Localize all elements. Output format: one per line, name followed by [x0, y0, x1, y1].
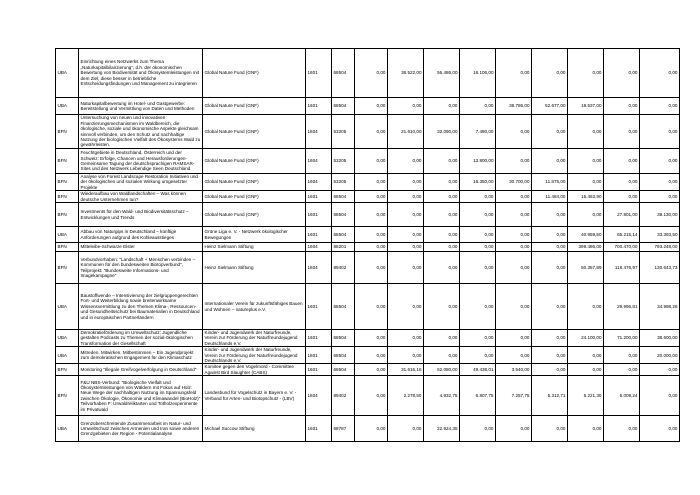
title-code-cell: 68504	[332, 330, 355, 347]
table-row	[56, 416, 680, 442]
amount-cell: 0,00	[460, 98, 496, 115]
amount-cell: 0,00	[388, 252, 424, 284]
amount-cell: 0,00	[460, 252, 496, 284]
partner-cell: Global Nature Fund (GNF)	[203, 174, 306, 191]
title-cell: Mitteleibe-Schwarze Elster	[79, 243, 203, 252]
amount-cell: 36.522,00	[388, 49, 424, 98]
partner-cell: Kinder- und Jugendwerk der Naturfreunde, Verein zur Förderung der Naturfreundejugend Deutschlands e.V.	[203, 330, 306, 347]
amount-cell: 0,00	[496, 203, 532, 227]
amount-cell: 0,00	[355, 227, 388, 243]
table-row	[56, 364, 680, 376]
chapter-cell: 1604	[306, 252, 332, 284]
title-code-cell: 68787	[332, 416, 355, 442]
amount-cell: 0,00	[532, 49, 568, 98]
amount-cell: 0,00	[532, 227, 568, 243]
amount-cell: 50.357,89	[568, 252, 604, 284]
amount-cell: 0,00	[568, 364, 604, 376]
title-cell: Demokratieförderung im Umweltschutz: Jugendliche gestalten Podcasts zu Themen der sozial-ökologischen Transformation der Gesellschaft	[79, 330, 203, 347]
table-row	[56, 115, 680, 149]
title-code-cell: 68504	[332, 203, 355, 227]
partner-cell: Landesbund für Vogelschutz in Bayern e. V. - Verband für Arten- und Biotopschutz - (LBV)	[203, 376, 306, 416]
amount-cell: 0,00	[496, 227, 532, 243]
amount-cell: 0,00	[496, 115, 532, 149]
title-code-cell: 68504	[332, 227, 355, 243]
amount-cell: 0,00	[355, 98, 388, 115]
amount-cell: 0,00	[424, 284, 460, 330]
amount-cell: 30.700,00	[496, 174, 532, 191]
org-cell: BFN	[56, 364, 79, 376]
org-cell: UBA	[56, 416, 79, 442]
amount-cell: 0,00	[355, 364, 388, 376]
chapter-cell: 1601	[306, 191, 332, 203]
amount-cell: 0,00	[496, 416, 532, 442]
partner-cell: Komitee gegen den Vogelmord - Committee Against Bird Slaughter (CABS)	[203, 364, 306, 376]
amount-cell: 0,00	[640, 115, 680, 149]
amount-cell: 11.484,00	[532, 191, 568, 203]
amount-cell: 38.600,00	[640, 330, 680, 347]
amount-cell: 0,00	[640, 98, 680, 115]
amount-cell: 0,00	[604, 49, 640, 98]
amount-cell: 0,00	[460, 243, 496, 252]
amount-cell: 0,00	[388, 203, 424, 227]
title-cell: Investments für den Wald- und Biodiversitätsschutz – Entwicklungen und Trends	[79, 203, 203, 227]
amount-cell: 0,00	[568, 203, 604, 227]
amount-cell: 0,00	[424, 203, 460, 227]
amount-cell: 0,00	[424, 243, 460, 252]
org-cell: BFN	[56, 174, 79, 191]
amount-cell: 0,00	[355, 284, 388, 330]
chapter-cell: 1601	[306, 227, 332, 243]
amount-cell: 27.801,00	[604, 203, 640, 227]
partner-cell: Global Nature Fund (GNF)	[203, 203, 306, 227]
partner-cell: Internationaler Verein für zukunftsfähiges Bauen und Wohnen – natureplus e.V.	[203, 284, 306, 330]
title-cell: F&U NBS-Verbund: "Biologische Vielfalt und Ökosystemleistungen von Wäldern mit Fokus auf Holz: Neue Wege der nachhaltigen Nutzung im Spannungsfeld zwischen Ökologie, Ökonomie und Klimawandel (BioHolz)" Teilvorhaben F: Urwaldreliktarten und Totholzexperimente im Privatwald	[79, 376, 203, 416]
org-cell: BFN	[56, 243, 79, 252]
amount-cell: 0,00	[388, 243, 424, 252]
amount-cell: 0,00	[496, 347, 532, 364]
amount-cell: 0,00	[496, 191, 532, 203]
amount-cell: 0,00	[460, 284, 496, 330]
amount-cell: 0,00	[355, 115, 388, 149]
partner-cell: Global Nature Fund (GNF)	[203, 191, 306, 203]
amount-cell: 16.350,00	[460, 174, 496, 191]
amount-cell: 0,00	[496, 49, 532, 98]
amount-cell: 0,00	[355, 376, 388, 416]
amount-cell: 5.009,24	[604, 376, 640, 416]
table-row	[56, 149, 680, 174]
amount-cell: 0,00	[355, 416, 388, 442]
amount-cell: 0,00	[388, 227, 424, 243]
partner-cell: Grüne Liga e. V. - Netzwerk ökologischer Bewegungen	[203, 227, 306, 243]
title-code-cell: 53205	[332, 115, 355, 149]
amount-cell: 18.537,00	[568, 98, 604, 115]
amount-cell: 0,00	[532, 347, 568, 364]
amount-cell: 0,00	[355, 49, 388, 98]
amount-cell: 5.221,30	[568, 376, 604, 416]
chapter-cell: 1601	[306, 364, 332, 376]
title-cell: Naturkapitalbewertung im Hotel- und Gastgewerbe: Bereitstellung und Vermittlung von Daten und Methoden	[79, 98, 203, 115]
amount-cell: 0,00	[640, 376, 680, 416]
amount-cell: 0,00	[424, 347, 460, 364]
amount-cell: 18.106,00	[460, 49, 496, 98]
amount-cell: 71.200,00	[604, 330, 640, 347]
chapter-cell: 1604	[306, 149, 332, 174]
amount-cell: 7.257,75	[496, 376, 532, 416]
amount-cell: 0,00	[568, 149, 604, 174]
amount-cell: 0,00	[355, 174, 388, 191]
amount-cell: 0,00	[568, 284, 604, 330]
partner-cell: Kinder- und Jugendwerk der Naturfreunde, Verein zur Förderung der Naturfreundejugend Deutschlands e.V.	[203, 347, 306, 364]
org-cell: BFN	[56, 191, 79, 203]
partner-cell: Global Nature Fund (GNF)	[203, 49, 306, 98]
amount-cell: 0,00	[568, 49, 604, 98]
table-row	[56, 347, 680, 364]
funding-table	[55, 48, 680, 442]
amount-cell: 13.800,00	[460, 149, 496, 174]
amount-cell: 0,00	[532, 330, 568, 347]
amount-cell: 0,00	[355, 252, 388, 284]
amount-cell: 0,00	[424, 227, 460, 243]
chapter-cell: 1604	[306, 115, 332, 149]
amount-cell: 22.924,35	[424, 416, 460, 442]
table-row	[56, 98, 680, 115]
amount-cell: 0,00	[388, 174, 424, 191]
amount-cell: 39.130,00	[640, 203, 680, 227]
amount-cell: 0,00	[460, 347, 496, 364]
chapter-cell: 1604	[306, 243, 332, 252]
amount-cell: 0,00	[424, 98, 460, 115]
amount-cell: 6.807,75	[460, 376, 496, 416]
amount-cell: 0,00	[568, 416, 604, 442]
amount-cell: 0,00	[388, 98, 424, 115]
amount-cell: 0,00	[604, 347, 640, 364]
chapter-cell: 1601	[306, 330, 332, 347]
amount-cell: 0,00	[496, 149, 532, 174]
title-cell: Abbau von Naturgips in Deutschland – künftige Anforderungen aufgrund des Kohleausstieges	[79, 227, 203, 243]
title-cell: Analyse von Forest Landscape Restoration Initiativen und der ökologischen und sozialen Wirkung umgesetzter Projekte	[79, 174, 203, 191]
amount-cell: 0,00	[640, 364, 680, 376]
amount-cell: 2.278,50	[388, 376, 424, 416]
table-row	[56, 284, 680, 330]
amount-cell: 40.959,50	[568, 227, 604, 243]
amount-cell: 0,00	[388, 149, 424, 174]
amount-cell: 56.486,00	[424, 49, 460, 98]
table-row	[56, 376, 680, 416]
amount-cell: 0,00	[424, 330, 460, 347]
title-code-cell: 88201	[332, 243, 355, 252]
org-cell: BFN	[56, 115, 79, 149]
table-row	[56, 227, 680, 243]
amount-cell: 32.090,00	[424, 115, 460, 149]
org-cell: BFN	[56, 376, 79, 416]
amount-cell: 0,00	[496, 243, 532, 252]
amount-cell: 0,00	[424, 191, 460, 203]
amount-cell: 4.932,75	[424, 376, 460, 416]
title-code-cell: 53205	[332, 174, 355, 191]
amount-cell: 31.616,16	[388, 364, 424, 376]
amount-cell: 0,00	[460, 203, 496, 227]
amount-cell: 21.610,00	[388, 115, 424, 149]
org-cell: BFN	[56, 252, 79, 284]
amount-cell: 0,00	[532, 115, 568, 149]
amount-cell: 0,00	[640, 191, 680, 203]
amount-cell: 0,00	[604, 149, 640, 174]
title-cell: Mitreden. Mitwirken. Mitbestimmen – Ein Jugendprojekt zum demokratischen Engagement für den Klimaschutz	[79, 347, 203, 364]
amount-cell: 0,00	[496, 284, 532, 330]
chapter-cell: 1601	[306, 284, 332, 330]
amount-cell: 0,00	[388, 330, 424, 347]
table-row	[56, 330, 680, 347]
amount-cell: 0,00	[424, 174, 460, 191]
amount-cell: 0,00	[568, 174, 604, 191]
amount-cell: 0,00	[532, 243, 568, 252]
amount-cell: 0,00	[355, 347, 388, 364]
amount-cell: 24.100,00	[568, 330, 604, 347]
amount-cell: 0,00	[532, 203, 568, 227]
amount-cell: 33.393,50	[640, 227, 680, 243]
chapter-cell: 1601	[306, 49, 332, 98]
amount-cell: 0,00	[355, 330, 388, 347]
amount-cell: 0,00	[532, 364, 568, 376]
chapter-cell: 1601	[306, 347, 332, 364]
chapter-cell: 1604	[306, 174, 332, 191]
amount-cell: 399.486,00	[568, 243, 604, 252]
amount-cell: 0,00	[640, 416, 680, 442]
amount-cell: 0,00	[355, 149, 388, 174]
chapter-cell: 1601	[306, 416, 332, 442]
partner-cell: Global Nature Fund (GNF)	[203, 115, 306, 149]
partner-cell: Global Nature Fund (GNF)	[203, 149, 306, 174]
chapter-cell: 1601	[306, 203, 332, 227]
org-cell: UBA	[56, 347, 79, 364]
amount-cell: 0,00	[532, 416, 568, 442]
amount-cell: 20.000,00	[640, 347, 680, 364]
table-body	[56, 49, 680, 442]
title-code-cell: 68504	[332, 98, 355, 115]
amount-cell: 0,00	[460, 416, 496, 442]
amount-cell: 0,00	[388, 416, 424, 442]
amount-cell: 0,00	[640, 174, 680, 191]
amount-cell: 0,00	[460, 227, 496, 243]
partner-cell: Heinz Sielmann Stiftung	[203, 252, 306, 284]
amount-cell: 0,00	[532, 252, 568, 284]
amount-cell: 11.875,00	[532, 174, 568, 191]
amount-cell: 0,00	[460, 330, 496, 347]
amount-cell: 0,00	[604, 364, 640, 376]
amount-cell: 0,00	[388, 347, 424, 364]
title-code-cell: 68504	[332, 191, 355, 203]
amount-cell: 0,00	[604, 416, 640, 442]
amount-cell: 793.248,00	[640, 243, 680, 252]
chapter-cell: 1604	[306, 376, 332, 416]
partner-cell: Heinz Sielmann Stiftung	[203, 243, 306, 252]
org-cell: UBA	[56, 330, 79, 347]
partner-cell: Michael Succow Stiftung	[203, 416, 306, 442]
amount-cell: 0,00	[604, 191, 640, 203]
amount-cell: 62.080,00	[424, 364, 460, 376]
table-row	[56, 203, 680, 227]
title-code-cell: 68504	[332, 284, 355, 330]
amount-cell: 0,00	[568, 115, 604, 149]
amount-cell: 0,00	[496, 330, 532, 347]
table-row	[56, 243, 680, 252]
table-row	[56, 252, 680, 284]
org-cell: UBA	[56, 98, 79, 115]
org-cell: BFN	[56, 203, 79, 227]
amount-cell: 3.540,00	[496, 364, 532, 376]
amount-cell: 0,00	[388, 284, 424, 330]
title-code-cell: 68504	[332, 364, 355, 376]
amount-cell: 0,00	[568, 347, 604, 364]
amount-cell: 49.438,01	[460, 364, 496, 376]
amount-cell: 0,00	[355, 191, 388, 203]
amount-cell: 0,00	[388, 191, 424, 203]
title-code-cell: 89402	[332, 252, 355, 284]
amount-cell: 29.996,81	[604, 284, 640, 330]
amount-cell: 7.480,00	[460, 115, 496, 149]
title-cell: Feuchtgebiete in Deutschland, Österreich und der Schweiz: Erfolge, Chancen und Herausforderungen- Gemeinsame Tagung der deutschsprachigen RAMSAR-Sites und des Netzwerk Lebendige Seen Deutschland	[79, 149, 203, 174]
amount-cell: 0,00	[460, 191, 496, 203]
amount-cell: 0,00	[496, 252, 532, 284]
amount-cell: 0,00	[640, 149, 680, 174]
title-cell: Einrichtung eines Netzwerks zum Thema „Naturkapitalbilanzierung", d.h. der ökonomischen Bewertung von Biodiversität und Ökosystemleistungen mit dem Ziel, diese besser in betriebliche Entscheidungsfindungen und Management zu integrieren	[79, 49, 203, 98]
amount-cell: 118.476,97	[604, 252, 640, 284]
amount-cell: 700.470,00	[604, 243, 640, 252]
title-code-cell: 53205	[332, 149, 355, 174]
amount-cell: 0,00	[424, 252, 460, 284]
table-row	[56, 49, 680, 98]
title-cell: Monitoring "Illegale Greifvogelverfolgung in Deutschland"	[79, 364, 203, 376]
amount-cell: 0,00	[604, 174, 640, 191]
chapter-cell: 1601	[306, 98, 332, 115]
title-code-cell: 68504	[332, 49, 355, 98]
amount-cell: 38.786,00	[496, 98, 532, 115]
amount-cell: 0,00	[604, 115, 640, 149]
amount-cell: 0,00	[355, 203, 388, 227]
amount-cell: 34.998,28	[640, 284, 680, 330]
title-cell: Grenzüberschreitende Zusammenarbeit im Natur- und Umweltschutz zwischen Armenien und Iran sowie anderen Grenzgebieten der Region - Potentialanalyse	[79, 416, 203, 442]
partner-cell: Global Nature Fund (GNF)	[203, 98, 306, 115]
amount-cell: 65.215,14	[604, 227, 640, 243]
amount-cell: 0,00	[604, 98, 640, 115]
amount-cell: 130.643,73	[640, 252, 680, 284]
table-row	[56, 174, 680, 191]
amount-cell: 5.312,71	[532, 376, 568, 416]
title-code-cell: 89402	[332, 376, 355, 416]
org-cell: UBA	[56, 227, 79, 243]
table-row	[56, 191, 680, 203]
amount-cell: 52.677,00	[532, 98, 568, 115]
amount-cell: 0,00	[640, 49, 680, 98]
title-cell: Untersuchung von neuen und innovativen Finanzierungsmechanismen im Waldbereich, die ökologische, soziale und ökonomische Aspekte gleichsam sinnvoll verbinden, um den Schutz und nachhaltige Nutzung der biologischen Vielfalt des Ökosystems Wald zu gewährleisten.	[79, 115, 203, 149]
amount-cell: 0,00	[532, 284, 568, 330]
amount-cell: 0,00	[532, 149, 568, 174]
amount-cell: 0,00	[424, 149, 460, 174]
amount-cell: 15.463,90	[568, 191, 604, 203]
title-cell: Wiederaufbau von Waldlandschaften – Was können deutsche Unternehmen tun?	[79, 191, 203, 203]
org-cell: UBA	[56, 49, 79, 98]
title-cell: Baustoffwende – Intensivierung der zielgruppengerechten Fort- und Weiterbildung sowie breitenwirksame Wissensvermittlung zu den Themen Klima-, Ressourcen- und Gesundheitsschutz bei Baumaterialien in Deutschland und in europäischen Partnerländern	[79, 284, 203, 330]
amount-cell: 0,00	[355, 243, 388, 252]
org-cell: UBA	[56, 284, 79, 330]
title-code-cell: 68504	[332, 347, 355, 364]
org-cell: BFN	[56, 149, 79, 174]
title-cell: Verbundvorhaben: "Landschaft + Menschen verbinden – Kommunen für den bundesweiten Biotopverbund", Teilprojekt: "Bundesweite Informations- und Imagekampagne"	[79, 252, 203, 284]
